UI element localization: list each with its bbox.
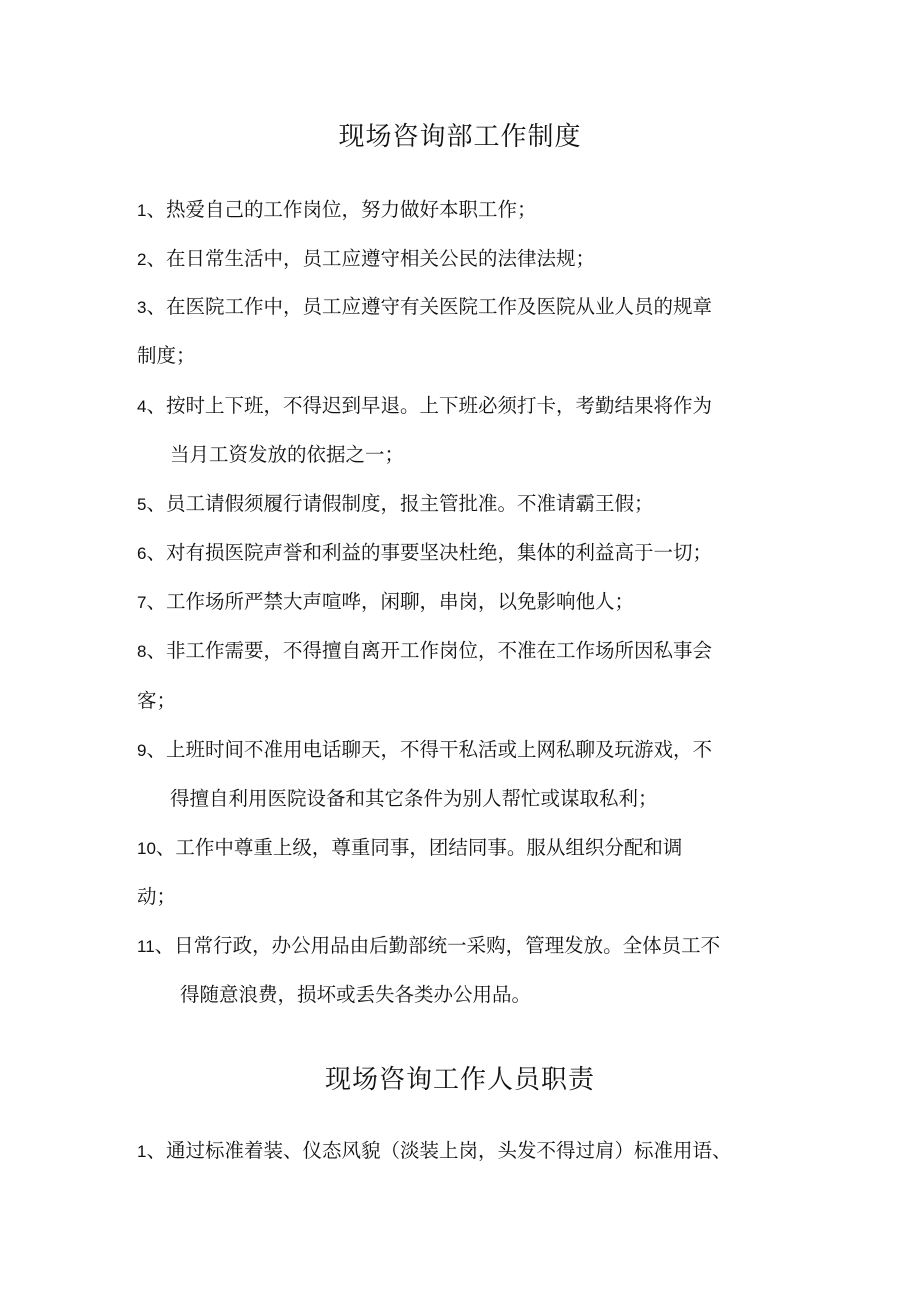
rule-line-10: 10、工作中尊重上级，尊重同事，团结同事。服从组织分配和调	[137, 836, 683, 859]
rule-line-3-continued: 制度；	[137, 344, 196, 367]
rule-line-11: 11、日常行政，办公用品由后勤部统一采购，管理发放。全体员工不	[137, 934, 721, 957]
rule-line-1: 1、热爱自己的工作岗位，努力做好本职工作；	[137, 198, 537, 221]
rule-line-4-continued: 当月工资发放的依据之一；	[170, 443, 405, 466]
rule-line-8: 8、非工作需要，不得擅自离开工作岗位，不准在工作场所因私事会	[137, 639, 712, 662]
section-title-staff-duties: 现场咨询工作人员职责	[324, 1065, 595, 1095]
rule-line-6: 6、对有损医院声誉和利益的事要坚决杜绝，集体的利益高于一切；	[137, 541, 712, 564]
rule-line-11-continued: 得随意浪费，损坏或丢失各类办公用品。	[180, 983, 532, 1006]
rule-line-9: 9、上班时间不准用电话聊天，不得干私活或上网私聊及玩游戏，不	[137, 738, 712, 761]
rule-line-4: 4、按时上下班，不得迟到早退。上下班必须打卡，考勤结果将作为	[137, 394, 712, 417]
duty-line-1: 1、通过标准着装、仪态风貌（淡装上岗，头发不得过肩）标准用语、	[137, 1139, 732, 1162]
rule-line-3: 3、在医院工作中，员工应遵守有关医院工作及医院从业人员的规章	[137, 295, 712, 318]
rule-line-5: 5、员工请假须履行请假制度，报主管批准。不准请霸王假；	[137, 492, 654, 515]
rule-line-8-continued: 客；	[137, 689, 177, 712]
section-title-work-rules: 现场咨询部工作制度	[338, 122, 582, 152]
rule-line-2: 2、在日常生活中，员工应遵守相关公民的法律法规；	[137, 247, 595, 270]
rule-line-10-continued: 动；	[137, 885, 177, 908]
rule-line-9-continued: 得擅自利用医院设备和其它条件为别人帮忙或谋取私利；	[170, 787, 658, 810]
rule-line-7: 7、工作场所严禁大声喧哗，闲聊，串岗，以免影响他人；	[137, 590, 634, 613]
